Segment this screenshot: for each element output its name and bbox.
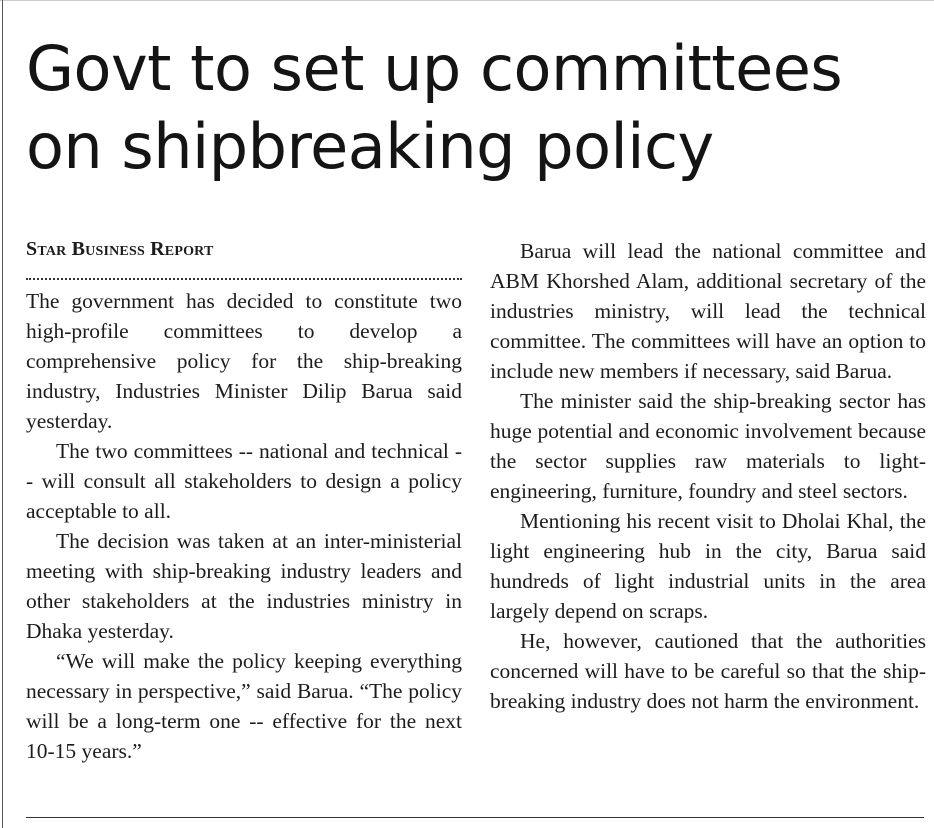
- headline: Govt to set up committees on shipbreaking policy: [26, 32, 843, 183]
- article-paragraph: The decision was taken at an inter-ministerial meeting with ship-breaking industry leaders and other stakeholders at the industries ministry in Dhaka yesterday.: [26, 529, 462, 643]
- article-paragraph: Barua will lead the national committee and ABM Khorshed Alam, additional secretary of the industries ministry, will lead the technical committee. The committees will have an option to include new members if necessary, said Barua.: [490, 239, 926, 383]
- article-column-right: [490, 236, 926, 716]
- article-paragraph: The minister said the ship-breaking sector has huge potential and economic involvement because the sector supplies raw materials to light-engineering, furniture, foundry and steel sectors.: [490, 389, 926, 503]
- top-border: [0, 0, 934, 1]
- byline-divider: [26, 278, 462, 280]
- article-paragraph: Mentioning his recent visit to Dholai Khal, the light engineering hub in the city, Barua said hundreds of light industrial units in the area largely depend on scraps.: [490, 509, 926, 623]
- article-paragraph: He, however, cautioned that the authorities concerned will have to be careful so that the ship-breaking industry does not harm the environment.: [490, 629, 926, 713]
- byline: Star Business Report: [26, 238, 214, 260]
- article-column-left: [26, 236, 462, 766]
- article-paragraph: The government has decided to constitute two high-profile committees to develop a comprehensive policy for the ship-breaking industry, Industries Minister Dilip Barua said yesterday.: [26, 289, 462, 433]
- left-border: [2, 0, 3, 828]
- article-paragraph: “We will make the policy keeping everything necessary in perspective,” said Barua. “The policy will be a long-term one -- effective for the next 10-15 years.”: [26, 649, 462, 763]
- bottom-divider: [26, 817, 924, 818]
- article-paragraph: The two committees -- national and technical -- will consult all stakeholders to design a policy acceptable to all.: [26, 439, 462, 523]
